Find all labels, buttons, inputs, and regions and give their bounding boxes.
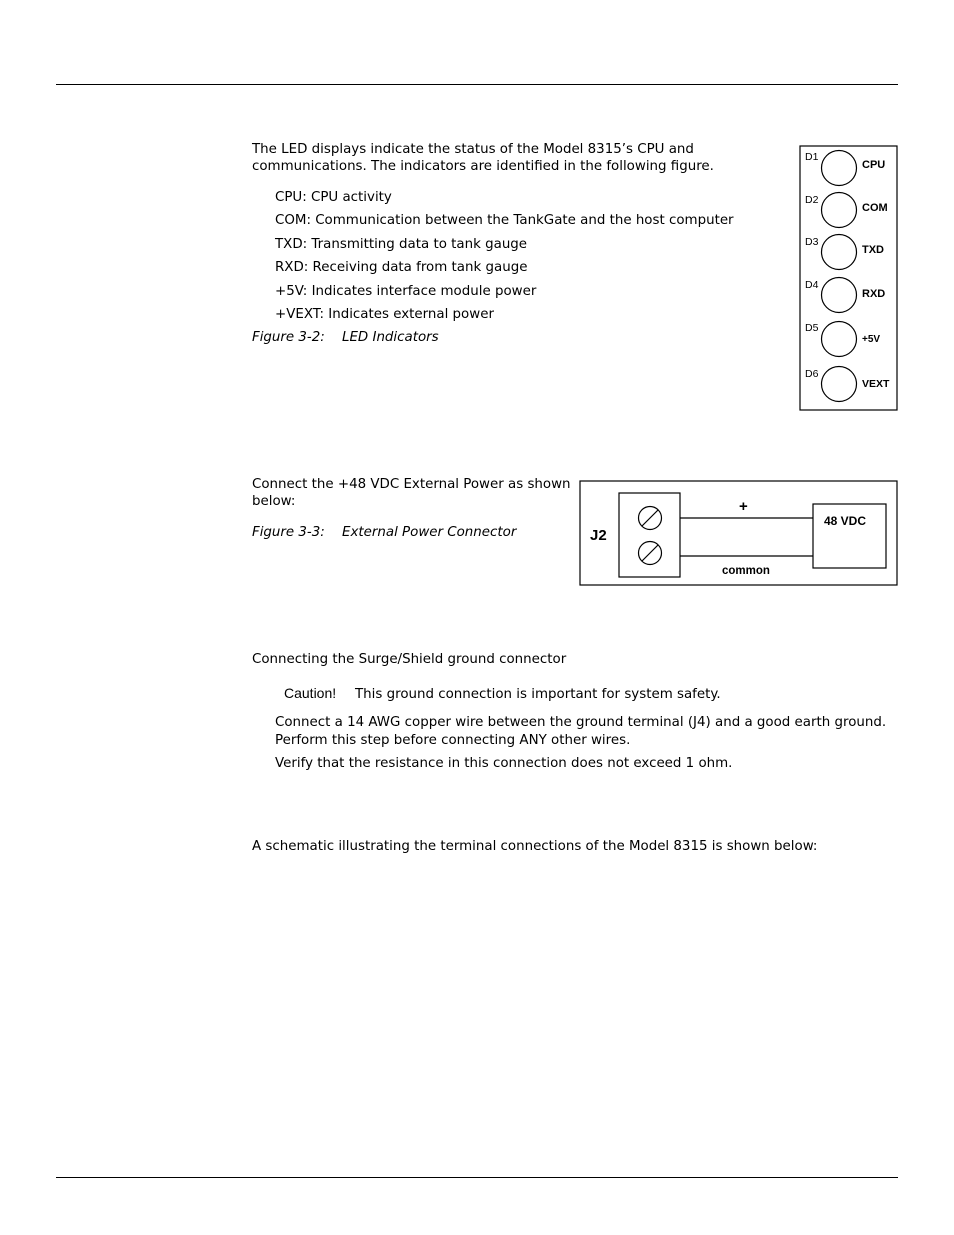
caution-label: Caution!	[284, 685, 337, 701]
ground-step-1-line-1: Connect a 14 AWG copper wire between the ground terminal (J4) and a good earth ground.	[275, 715, 887, 730]
led-label: TXD	[862, 244, 884, 256]
led-designator: D3	[805, 236, 819, 248]
led-circle	[822, 235, 857, 270]
led-circle	[822, 322, 857, 357]
ground-heading: Connecting the Surge/Shield ground connector	[252, 652, 567, 667]
ground-step-1-line-2: Perform this step before connecting ANY other wires.	[275, 733, 631, 748]
power-figure-number: Figure 3-3:	[252, 525, 325, 540]
power-figure-caption	[252, 524, 516, 541]
led-circle	[822, 193, 857, 228]
led-figure-caption	[252, 329, 439, 346]
led-label: +5V	[862, 334, 881, 345]
led-designator: D4	[805, 279, 819, 291]
led-figure-title: LED Indicators	[342, 330, 439, 345]
caution-text: This ground connection is important for system safety.	[355, 687, 721, 702]
led-item-com: COM: Communication between the TankGate and the host computer	[275, 213, 734, 228]
led-label: CPU	[862, 159, 886, 171]
footer-rule	[56, 1177, 898, 1178]
screw-terminal-top-icon	[639, 507, 662, 530]
led-item-txd: TXD: Transmitting data to tank gauge	[275, 237, 528, 252]
led-item-5v: +5V: Indicates interface module power	[275, 284, 537, 299]
led-designator: D5	[805, 322, 819, 334]
led-designator: D6	[805, 368, 819, 380]
led-item-cpu: CPU: CPU activity	[275, 190, 392, 205]
supply-label: 48 VDC	[824, 514, 867, 528]
led-circle	[822, 367, 857, 402]
led-label: COM	[862, 202, 888, 214]
led-circle	[822, 151, 857, 186]
schematic-intro: A schematic illustrating the terminal connections of the Model 8315 is shown below:	[252, 839, 818, 854]
led-intro-line-2: communications. The indicators are identified in the following figure.	[252, 159, 714, 174]
led-item-vext: +VEXT: Indicates external power	[275, 307, 494, 322]
led-label: VEXT	[862, 378, 890, 390]
led-designator: D1	[805, 151, 819, 163]
external-power-diagram	[579, 480, 899, 587]
power-figure-title: External Power Connector	[342, 525, 517, 540]
led-figure-number: Figure 3-2:	[252, 330, 325, 345]
common-label: common	[722, 565, 770, 577]
led-indicator-diagram	[799, 145, 899, 412]
connector-label: J2	[590, 527, 607, 544]
led-label: RXD	[862, 288, 886, 300]
screw-terminal-bottom-icon	[639, 542, 662, 565]
led-item-rxd: RXD: Receiving data from tank gauge	[275, 260, 528, 275]
plus-label: +	[739, 498, 748, 515]
caution-note	[284, 685, 721, 703]
power-intro-line-1: Connect the +48 VDC External Power as shown	[252, 477, 571, 492]
led-intro-line-1: The LED displays indicate the status of the Model 8315’s CPU and	[252, 142, 694, 157]
ground-step-2: Verify that the resistance in this connection does not exceed 1 ohm.	[275, 756, 733, 771]
header-rule	[56, 84, 898, 85]
led-circle	[822, 278, 857, 313]
led-designator: D2	[805, 194, 819, 206]
power-intro-line-2: below:	[252, 494, 296, 509]
